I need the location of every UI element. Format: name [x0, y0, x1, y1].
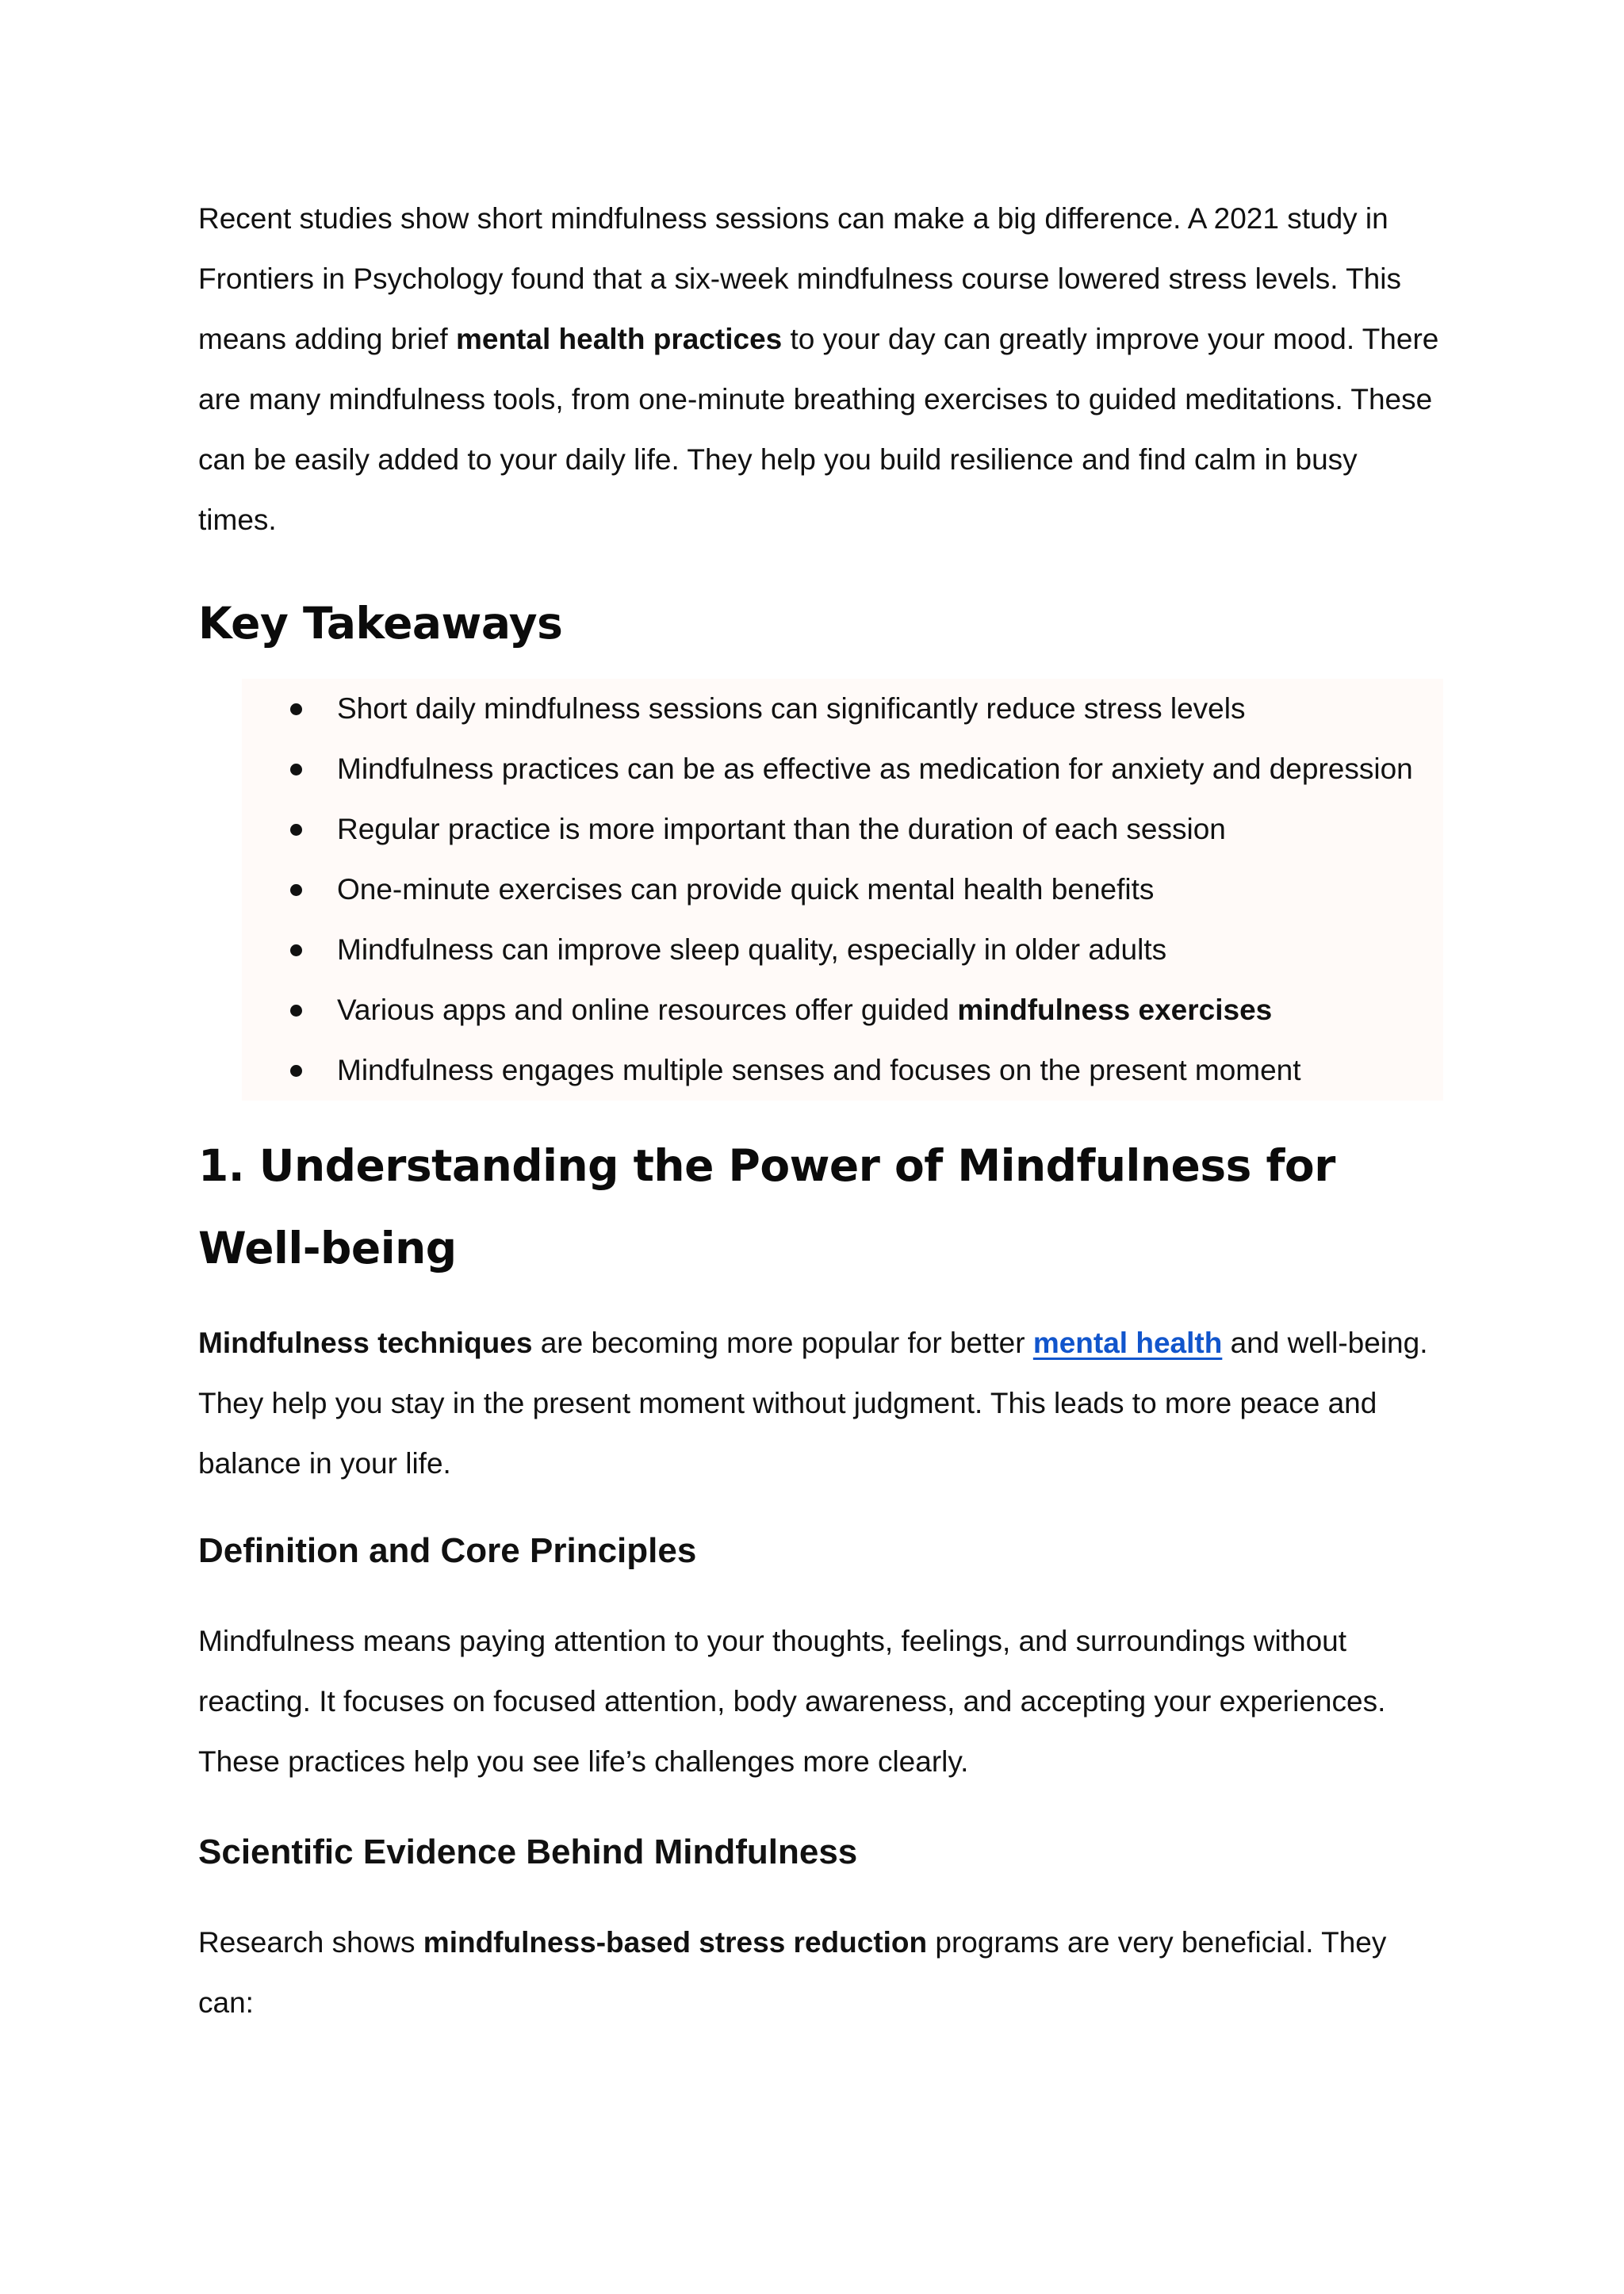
scientific-text-1: Research shows	[198, 1926, 423, 1959]
intro-paragraph	[198, 189, 1443, 550]
takeaway-text: Mindfulness engages multiple senses and focuses on the present moment	[337, 1054, 1301, 1086]
bullet-icon	[290, 703, 302, 715]
takeaway-text: Short daily mindfulness sessions can significantly reduce stress levels	[337, 692, 1246, 725]
bullet-icon	[290, 764, 302, 776]
scientific-bold-mbsr: mindfulness-based stress reduction	[423, 1926, 928, 1959]
takeaway-text: One-minute exercises can provide quick mental health benefits	[337, 873, 1155, 906]
takeaway-item	[242, 739, 1443, 799]
section-1-text-1: are becoming more popular for better	[532, 1327, 1033, 1359]
takeaway-item	[242, 980, 1443, 1040]
key-takeaways-list	[242, 679, 1443, 1101]
section-1-heading	[198, 1124, 1443, 1289]
scientific-evidence-heading: Scientific Evidence Behind Mindfulness	[198, 1833, 858, 1871]
bullet-icon	[290, 1005, 302, 1017]
section-1-bold-mindfulness-techniques: Mindfulness techniques	[198, 1327, 533, 1359]
scientific-text-2: programs are very beneficial. They can:	[198, 1926, 1387, 2019]
section-1-text-2: and well-being. They help you stay in the present moment without judgment. This leads to more peace and balance in your life.	[198, 1327, 1428, 1480]
scientific-evidence-paragraph	[198, 1913, 1443, 2033]
mental-health-link[interactable]: mental health	[1032, 1327, 1223, 1359]
takeaway-text: Regular practice is more important than the duration of each session	[337, 813, 1226, 845]
intro-text-2: to your day can greatly improve your mood. There are many mindfulness tools, from one-minute breathing exercises to guided meditations. These can be easily added to your daily life. They help you build resilience and find calm in busy times.	[198, 323, 1439, 536]
takeaway-text: Mindfulness practices can be as effective as medication for anxiety and depression	[337, 753, 1413, 785]
section-1-heading-line-2: Well-being	[198, 1223, 457, 1273]
intro-bold-mental-health-practices: mental health practices	[455, 323, 783, 355]
section-1-heading-line-1: 1. Understanding the Power of Mindfulness for	[198, 1140, 1335, 1191]
section-1-paragraph	[198, 1313, 1443, 1494]
takeaway-item	[242, 860, 1443, 920]
bullet-icon	[290, 884, 302, 896]
definition-heading: Definition and Core Principles	[198, 1531, 697, 1570]
takeaway-item	[242, 920, 1443, 980]
bullet-icon	[290, 824, 302, 836]
takeaway-item	[242, 679, 1443, 739]
key-takeaways-heading: Key Takeaways	[198, 598, 563, 649]
bullet-icon	[290, 944, 302, 956]
takeaway-text: Various apps and online resources offer guided	[337, 994, 958, 1026]
takeaway-text: Mindfulness can improve sleep quality, especially in older adults	[337, 933, 1167, 966]
document-content	[198, 189, 1443, 2033]
definition-paragraph: Mindfulness means paying attention to your thoughts, feelings, and surroundings without reacting. It focuses on focused attention, body awareness, and accepting your experiences. These practices help you see life’s challenges more clearly.	[198, 1625, 1386, 1778]
takeaway-item	[242, 1040, 1443, 1101]
bullet-icon	[290, 1065, 302, 1077]
key-takeaways-box	[242, 679, 1443, 1101]
intro-text-1: Recent studies show short mindfulness sessions can make a big difference. A 2021 study in Frontiers in Psychology found that a six-week mindfulness course lowered stress levels. This means adding brief	[198, 202, 1401, 355]
takeaway-item	[242, 799, 1443, 860]
takeaway-bold: mindfulness exercises	[957, 994, 1273, 1026]
